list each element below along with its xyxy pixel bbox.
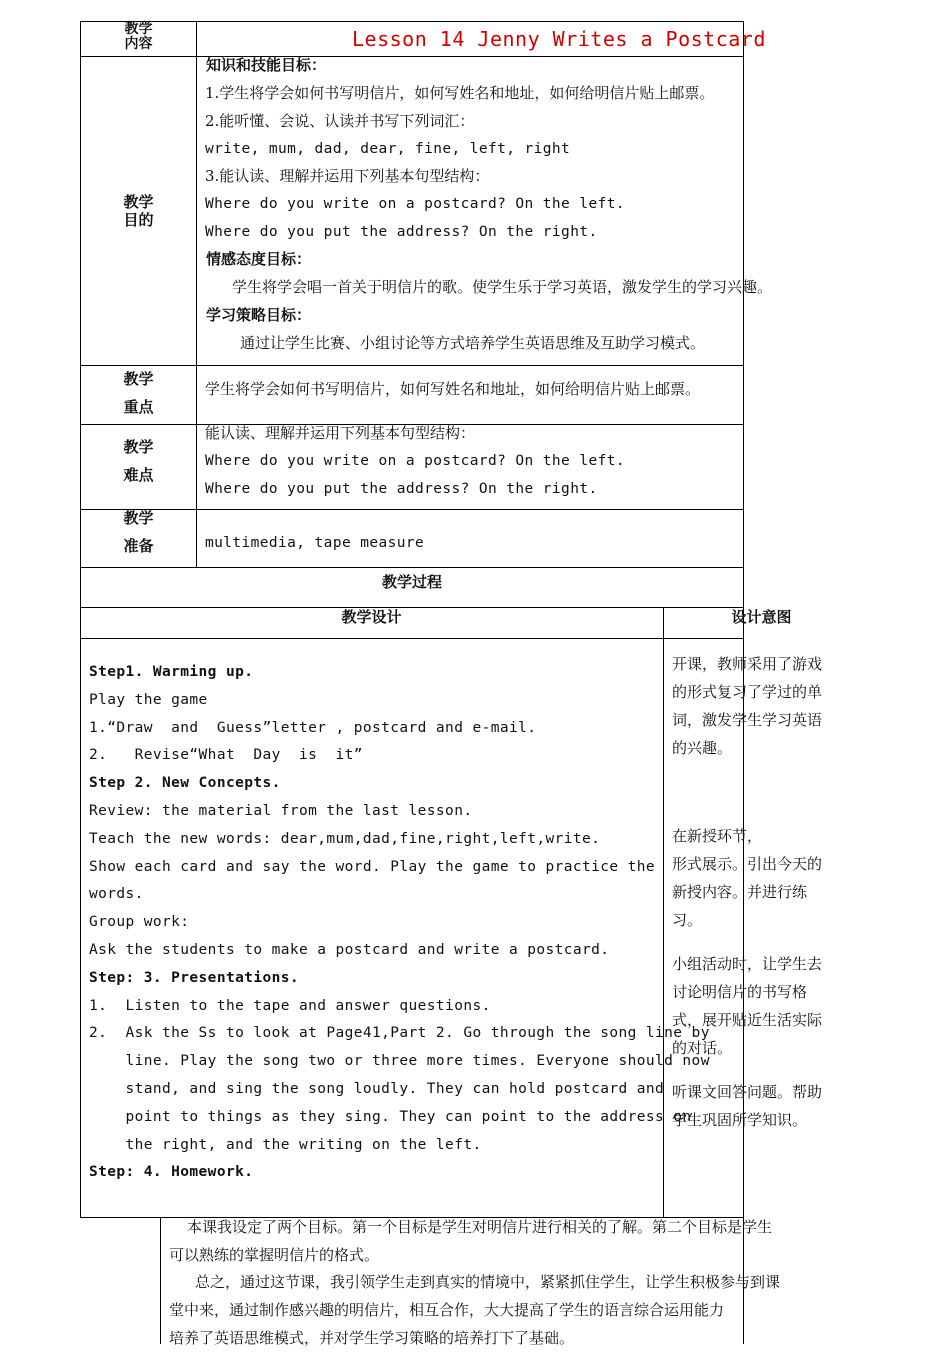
lesson-title: Lesson 14 Jenny Writes a Postcard — [352, 27, 766, 51]
key-points-text: 学生将学会如何书写明信片，如何写姓名和地址，如何给明信片贴上邮票。 — [205, 380, 701, 398]
difficulties-label — [81, 433, 196, 489]
reflection-line-2: 可以熟练的掌握明信片的格式。 — [169, 1246, 380, 1264]
process-step-line: the right, and the writing on the left. — [89, 1136, 482, 1153]
reflection-divider — [160, 1217, 161, 1344]
process-step-line: Step1. Warming up. — [89, 664, 254, 680]
objective-item-3: 3.能认读、理解并运用下列基本句型结构： — [205, 167, 490, 185]
objective-item-1: 1.学生将学会如何书写明信片，如何写姓名和地址，如何给明信片贴上邮票。 — [205, 84, 715, 102]
process-step-line: Step: 4. Homework. — [89, 1164, 254, 1181]
objective-item-2: 2.能听懂、会说、认读并书写下列词汇： — [205, 112, 475, 130]
process-step-line: Play the game — [89, 691, 208, 708]
label-column-divider — [196, 21, 197, 567]
key-points-label-line1: 教学 — [123, 370, 154, 388]
reflection-line-4: 堂中来，通过制作感兴趣的明信片，相互合作，大大提高了学生的语言综合运用能力 — [169, 1301, 725, 1319]
objectives-label — [81, 193, 196, 229]
intent-heading: 设计意图 — [731, 608, 792, 626]
intent-note-line: 的对话。 — [672, 1039, 733, 1057]
difficulties-line-3: Where do you put the address? On the right. — [205, 481, 598, 497]
process-step-line: Show each card and say the word. Play the game to practice the — [89, 858, 656, 875]
process-step-line: Step 2. New Concepts. — [89, 775, 281, 792]
vocabulary-words: write, mum, dad, dear, fine, left, right — [205, 141, 571, 157]
process-step-line: Review: the material from the last lesson. — [89, 803, 473, 819]
process-heading: 教学过程 — [381, 573, 442, 591]
process-step-line: words. — [89, 886, 144, 903]
strategy-text: 通过让学生比赛、小组讨论等方式培养学生英语思维及互助学习模式。 — [240, 334, 706, 352]
process-step-line: 2. Revise“What Day is it” — [89, 747, 363, 764]
intent-note-line: 开课，教师采用了游戏 — [672, 655, 823, 673]
emotion-heading: 情感态度目标： — [206, 250, 312, 268]
intent-note-line: 在新授环节， — [672, 827, 763, 845]
row-divider — [80, 638, 744, 639]
content-label — [81, 22, 196, 52]
difficulties-line-1: 能认读、理解并运用下列基本句型结构： — [205, 424, 476, 442]
intent-note-line: 的兴趣。 — [672, 739, 733, 757]
intent-note-line: 学生巩固所学知识。 — [672, 1111, 808, 1129]
preparation-label-line2: 准备 — [123, 537, 154, 555]
process-step-line: 1.“Draw and Guess”letter , postcard and e-mail. — [89, 719, 537, 736]
process-step-line: 2. Ask the Ss to look at Page41,Part 2. Go through the song line by — [89, 1025, 710, 1042]
process-step-line: point to things as they sing. They can point to the address on — [89, 1108, 692, 1125]
difficulties-label-line2: 难点 — [123, 466, 154, 484]
intent-note-line: 形式展示。引出今天的 — [672, 855, 823, 873]
difficulties-line-2: Where do you write on a postcard? On the left. — [205, 453, 625, 469]
row-divider — [80, 56, 744, 57]
intent-note-line: 习。 — [672, 911, 703, 929]
knowledge-heading: 知识和技能目标： — [206, 56, 327, 74]
design-heading: 教学设计 — [341, 608, 402, 626]
reflection-line-3: 总之，通过这节课，我引领学生走到真实的情境中，紧紧抓住学生，让学生积极参与到课 — [195, 1273, 781, 1291]
key-points-label — [81, 365, 196, 421]
intent-note-line: 新授内容。并进行练 — [672, 883, 808, 901]
objectives-label-text: 教学目的 — [123, 193, 154, 229]
preparation-text: multimedia, tape measure — [205, 535, 425, 551]
process-step-line: line. Play the song two or three more times. Everyone should now — [89, 1053, 710, 1070]
reflection-line-1: 本课我设定了两个目标。第一个目标是学生对明信片进行相关的了解。第二个目标是学生 — [187, 1218, 773, 1236]
intent-note-line: 词，激发学生学习英语 — [672, 711, 823, 729]
intent-note-line: 讨论明信片的书写格 — [672, 983, 808, 1001]
reflection-line-5: 培养了英语思维模式，并对学生学习策略的培养打下了基础。 — [169, 1329, 575, 1347]
difficulties-label-line1: 教学 — [123, 438, 154, 456]
strategy-heading: 学习策略目标： — [206, 306, 312, 324]
intent-note-line: 的形式复习了学过的单 — [672, 683, 823, 701]
content-label-text: 教学内容 — [124, 21, 153, 52]
intent-note-line: 听课文回答问题。帮助 — [672, 1083, 823, 1101]
sentence-pattern-2: Where do you put the address? On the right. — [205, 224, 598, 240]
intent-note-line: 小组活动时，让学生去 — [672, 955, 823, 973]
preparation-label-line1: 教学 — [123, 509, 154, 527]
process-step-line: 1. Listen to the tape and answer questions. — [89, 997, 491, 1014]
process-step-line: Ask the students to make a postcard and write a postcard. — [89, 942, 610, 958]
sentence-pattern-1: Where do you write on a postcard? On the left. — [205, 196, 625, 212]
emotion-text: 学生将学会唱一首关于明信片的歌。使学生乐于学习英语，激发学生的学习兴趣。 — [232, 278, 773, 296]
key-points-label-line2: 重点 — [123, 398, 154, 416]
preparation-label — [81, 504, 196, 560]
process-step-line: Step: 3. Presentations. — [89, 969, 299, 986]
process-step-line: Group work: — [89, 914, 190, 931]
intent-note-line: 式，展开贴近生活实际 — [672, 1011, 823, 1029]
process-step-line: Teach the new words: dear,mum,dad,fine,right,left,write. — [89, 830, 601, 847]
process-step-line: stand, and sing the song loudly. They can hold postcard and — [89, 1081, 665, 1097]
